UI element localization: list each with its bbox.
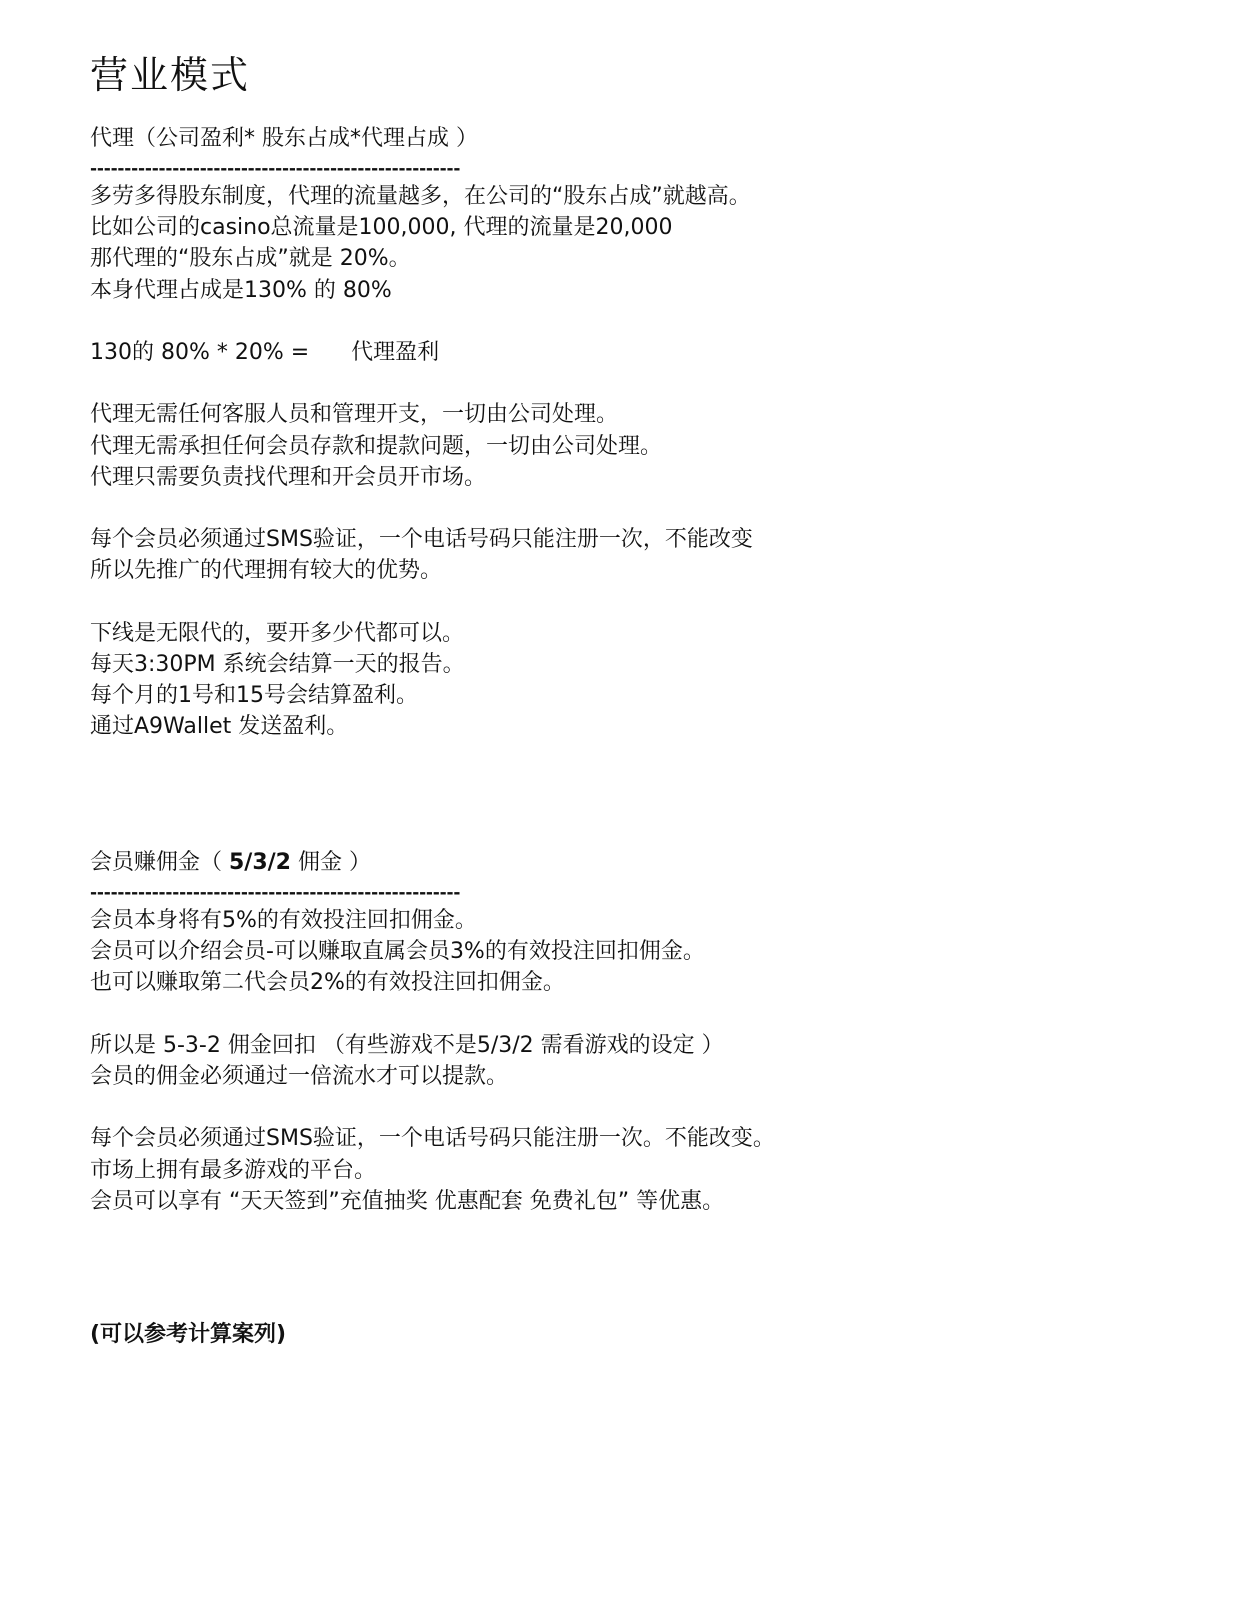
text-line: 代理只需要负责找代理和开会员开市场。 (90, 464, 487, 490)
text-line: 会员本身将有5%的有效投注回扣佣金。 (90, 908, 477, 933)
member-section (90, 845, 1090, 1217)
text-line: 每个会员必须通过SMS验证，一个电话号码只能注册一次，不能改变 (90, 527, 753, 553)
agent-paragraph-sms (90, 524, 1090, 586)
text-line: 每个月的1号和15号会结算盈利。 (90, 683, 418, 708)
agent-divider: ------------------------------------------------------ (90, 159, 461, 179)
text-line: 会员可以享有 “天天签到”充值抽奖 优惠配套 免费礼包” 等优惠。 (90, 1188, 725, 1214)
member-paragraph-rebate (90, 1030, 1090, 1092)
member-divider: ------------------------------------------------------ (90, 883, 461, 903)
page-title: 营业模式 (90, 53, 251, 97)
member-paragraph-commission (90, 905, 1090, 999)
text-line: 市场上拥有最多游戏的平台。 (90, 1157, 377, 1183)
text-line: 本身代理占成是130% 的 80% (90, 277, 392, 303)
member-heading-ratio: 5/3/2 (229, 850, 291, 875)
agent-paragraph-costs (90, 399, 1090, 493)
text-line: 比如公司的casino总流量是100,000, 代理的流量是20,000 (90, 215, 673, 241)
member-paragraph-benefits (90, 1123, 1090, 1217)
member-heading-prefix: 会员赚佣金（ (90, 850, 229, 875)
text-line: 每天3:30PM 系统会结算一天的报告。 (90, 651, 465, 677)
text-line: 每个会员必须通过SMS验证，一个电话号码只能注册一次。不能改变。 (90, 1126, 775, 1152)
member-heading (90, 845, 1090, 881)
agent-formula: 130的 80% * 20% = 代理盈利 (90, 339, 440, 365)
text-line: 代理无需任何客服人员和管理开支，一切由公司处理。 (90, 402, 619, 428)
member-heading-suffix: 佣金 ） (291, 850, 371, 875)
agent-paragraph-shareholder (90, 181, 1090, 306)
text-line: 代理无需承担任何会员存款和提款问题，一切由公司处理。 (90, 433, 663, 459)
text-line: 也可以赚取第二代会员2%的有效投注回扣佣金。 (90, 970, 565, 996)
text-line: 那代理的“股东占成”就是 20%。 (90, 246, 411, 272)
text-line: 多劳多得股东制度，代理的流量越多，在公司的“股东占成”就越高。 (90, 184, 751, 209)
text-line: 会员可以介绍会员-可以赚取直属会员3%的有效投注回扣佣金。 (90, 939, 705, 965)
text-line: 下线是无限代的，要开多少代都可以。 (90, 620, 465, 646)
text-line: 所以先推广的代理拥有较大的优势。 (90, 558, 443, 584)
text-line: 会员的佣金必须通过一倍流水才可以提款。 (90, 1063, 509, 1089)
agent-paragraph-settlement (90, 618, 1090, 743)
text-line: 通过A9Wallet 发送盈利。 (90, 714, 349, 740)
text-line: 所以是 5-3-2 佣金回扣 （有些游戏不是5/3/2 需看游戏的设定 ） (90, 1032, 724, 1058)
footnote: (可以参考计算案列) (90, 1322, 287, 1347)
agent-heading: 代理（公司盈利* 股东占成*代理占成 ） (90, 126, 478, 151)
agent-section (90, 121, 1090, 742)
